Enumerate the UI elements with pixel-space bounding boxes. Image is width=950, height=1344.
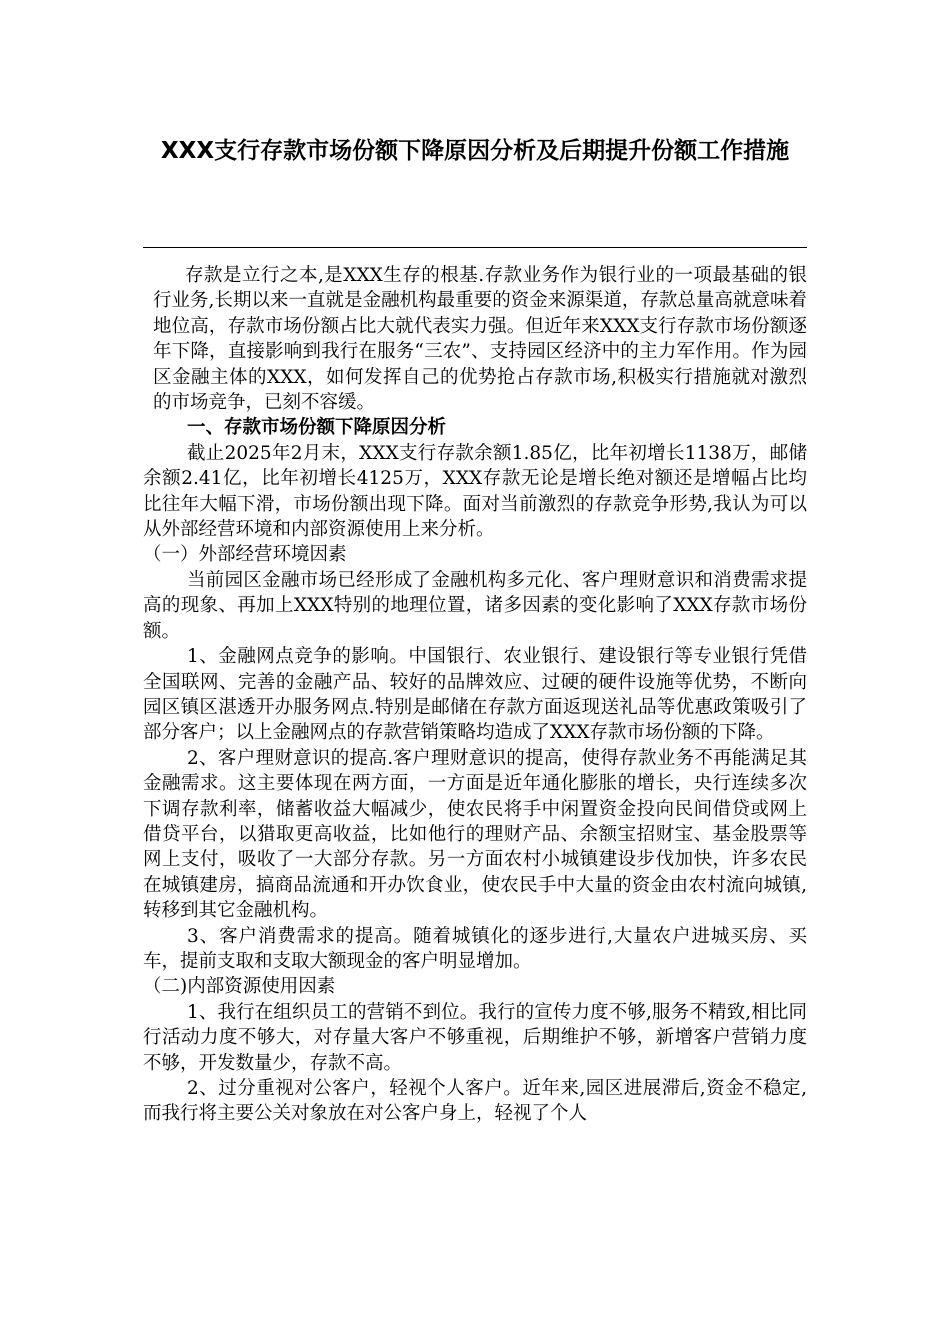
external-item-2: 2、客户理财意识的提高.客户理财意识的提高，使得存款业务不再能满足其金融需求。这主要体现在两方面，一方面是近年通化膨胀的增长，央行连续多次下调存款利率，储蓄收益大幅减少，使农民将手中闲置资金投向民间借贷或网上借贷平台，以猎取更高收益，比如他行的理财产品、余额宝招财宝、基金股票等网上支付，吸收了一大部分存款。另一方面农村小城镇建设步伐加快，许多农民在城镇建房，搞商品流通和开办饮食业，使农民手中大量的资金由农村流向城镇,转移到其它金融机构。: [143, 747, 807, 922]
external-item-3: 3、客户消费需求的提高。随着城镇化的逐步进行,大量农户进城买房、买车，提前支取和支取大额现金的客户明显增加。: [143, 925, 807, 972]
document-title: XXX支行存款市场份额下降原因分析及后期提升份额工作措施: [160, 138, 790, 164]
subsection-heading-external: （一）外部经营环境因素: [143, 544, 347, 566]
section-1-paragraph: 截止2025年2月末，XXX支行存款余额1.85亿，比年初增长1138万，邮储余额2.41亿，比年初增长4125万，XXX存款无论是增长绝对额还是增幅占比均比往年大幅下滑，市场份额出现下降。面对当前激烈的存款竞争形势,我认为可以从外部经营环境和内部资源使用上来分析。: [143, 442, 807, 541]
external-item-1: 1、金融网点竞争的影响。中国银行、农业银行、建设银行等专业银行凭借全国联网、完善的金融产品、较好的品牌效应、过硬的硬件设施等优势，不断向园区镇区湛透开办服务网点.特别是邮储在存款方面返现送礼品等优惠政策吸引了部分客户；以上金融网点的存款营销策略均造成了XXX存款市场份额的下降。: [143, 646, 807, 744]
internal-item-2: 2、过分重视对公客户，轻视个人客户。近年来,园区进展滞后,资金不稳定,而我行将主要公关对象放在对公客户身上，轻视了个人: [143, 1078, 807, 1125]
section-heading-1: 一、存款市场份额下降原因分析: [187, 417, 447, 439]
internal-item-1: 1、我行在组织员工的营销不到位。我行的宣传力度不够,服务不精致,相比同行活动力度不够大，对存量大客户不够重视，后期维护不够，新增客户营销力度不够，开发数量少，存款不高。: [143, 1001, 807, 1074]
external-factors-paragraph: 当前园区金融市场已经形成了金融机构多元化、客户理财意识和消费需求提高的现象、再加上XXX特别的地理位置，诸多因素的变化影响了XXX存款市场份额。: [143, 569, 807, 642]
intro-paragraph: 存款是立行之本,是XXX生存的根基.存款业务作为银行业的一项最基础的银行业务,长期以来一直就是金融机构最重要的资金来源渠道，存款总量高就意味着地位高，存款市场份额占比大就代表实力强。但近年来XXX支行存款市场份额逐年下降，直接影响到我行在服务“三农”、支持园区经济中的主力军作用。作为园区金融主体的XXX，如何发挥自己的优势抢占存款市场,积极实行措施就对激烈的市场竞争，已刻不容缓。: [153, 265, 807, 414]
document-body: [143, 263, 807, 1127]
subsection-heading-internal: （二)内部资源使用因素: [143, 976, 336, 998]
title-divider: [143, 247, 807, 248]
